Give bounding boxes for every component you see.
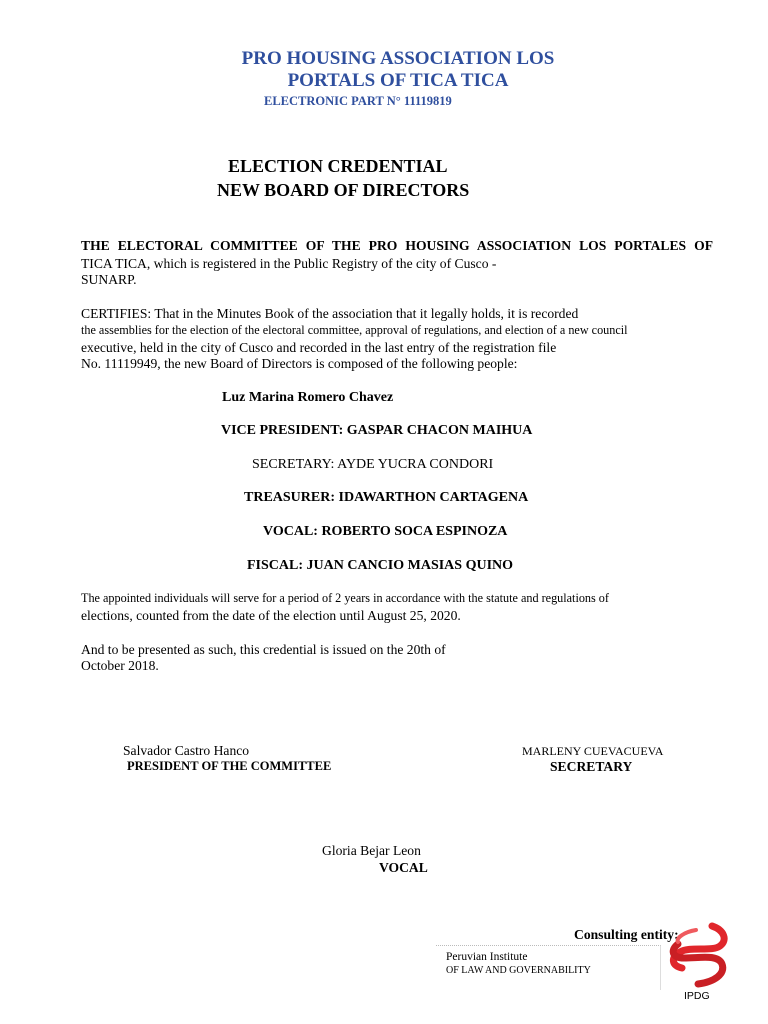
issued-line2: October 2018.	[81, 658, 159, 673]
certifies-line3: executive, held in the city of Cusco and recorded in the last entry of the registration file	[81, 340, 557, 355]
member-vice-president: VICE PRESIDENT: GASPAR CHACON MAIHUA	[221, 423, 533, 438]
institute-line2: OF LAW AND GOVERNABILITY	[446, 965, 591, 976]
term-line2: elections, counted from the date of the election until August 25, 2020.	[81, 608, 461, 623]
logo-text: IPDG	[684, 990, 710, 1002]
member-treasurer: TREASURER: IDAWARTHON CARTAGENA	[244, 490, 529, 505]
secretary-name: MARLENY CUEVACUEVA	[522, 744, 664, 758]
intro-line2: TICA TICA, which is registered in the Public Registry of the city of Cusco -	[81, 256, 497, 271]
certifies-line2: the assemblies for the election of the electoral committee, approval of regulations, and election of a new council	[81, 323, 628, 337]
vocal-role: VOCAL	[379, 860, 428, 875]
intro-line1: THE ELECTORAL COMMITTEE OF THE PRO HOUSING ASSOCIATION LOS PORTALES OF	[81, 238, 713, 253]
document-subtitle: NEW BOARD OF DIRECTORS	[217, 180, 470, 200]
secretary-role: SECRETARY	[550, 759, 633, 774]
electronic-part-number: ELECTRONIC PART N° 11119819	[264, 94, 452, 108]
certifies-line1: CERTIFIES: That in the Minutes Book of the association that it legally holds, it is recorded	[81, 306, 579, 321]
consulting-entity-label: Consulting entity:	[574, 927, 679, 942]
intro-line3: SUNARP.	[81, 272, 137, 287]
institute-line1: Peruvian Institute	[446, 951, 528, 963]
member-president: Luz Marina Romero Chavez	[222, 390, 394, 405]
president-name: Salvador Castro Hanco	[123, 743, 250, 758]
term-line1: The appointed individuals will serve for a period of 2 years in accordance with the statute and regulations of	[81, 591, 609, 605]
certifies-line4: No. 11119949, the new Board of Directors is composed of the following people:	[81, 356, 518, 371]
issued-line1: And to be presented as such, this credential is issued on the 20th of	[81, 642, 446, 657]
vocal-name: Gloria Bejar Leon	[322, 843, 421, 858]
document-title: ELECTION CREDENTIAL	[228, 156, 448, 176]
organization-name-line1: PRO HOUSING ASSOCIATION LOS	[241, 48, 555, 69]
organization-name-line2: PORTALS OF TICA TICA	[287, 70, 509, 91]
member-vocal: VOCAL: ROBERTO SOCA ESPINOZA	[263, 524, 508, 539]
ipdg-logo-icon	[666, 922, 728, 988]
member-fiscal: FISCAL: JUAN CANCIO MASIAS QUINO	[247, 558, 514, 573]
president-role: PRESIDENT OF THE COMMITTEE	[127, 759, 332, 773]
member-secretary: SECRETARY: AYDE YUCRA CONDORI	[252, 457, 494, 472]
